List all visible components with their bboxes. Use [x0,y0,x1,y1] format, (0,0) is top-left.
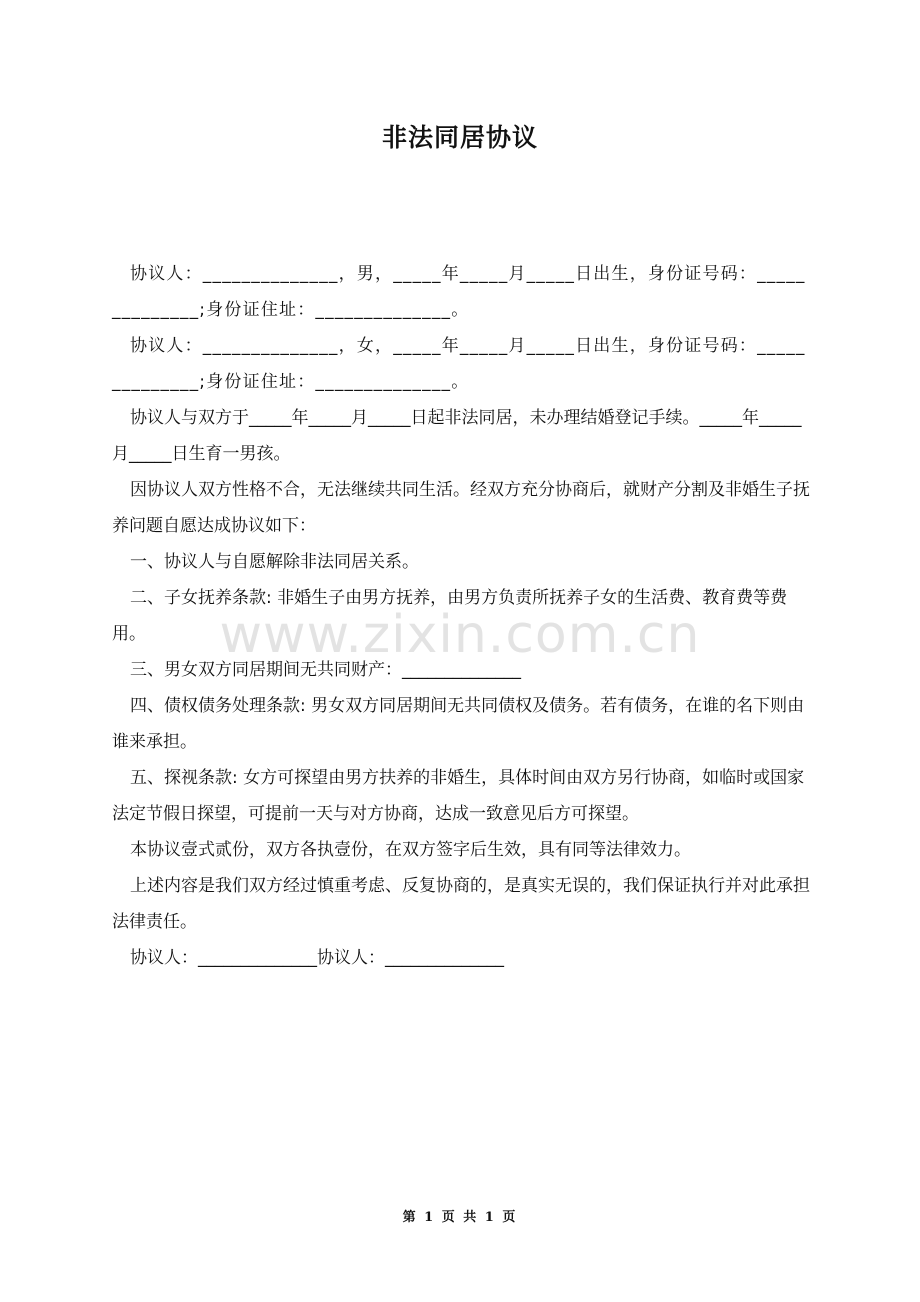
reason-paragraph: 因协议人双方性格不合，无法继续共同生活。经双方充分协商后，就财产分割及非婚生子抚养问题自愿达成协议如下： [112,480,810,536]
page-footer: 第 1 页 共 1 页 [402,1210,518,1225]
watermark: www.zixin.com.cn [219,605,701,665]
document-title: 非法同居协议 [381,123,538,152]
party-female-paragraph: 协议人：______________，女，_____年_____月_____日出生，身份证号码：______________;身份证住址：______________。 [112,336,806,392]
clause-3: 三、男女双方同居期间无共同财产：______________ [130,660,521,680]
clause-2: 二、子女抚养条款: 非婚生子由男方抚养，由男方负责所抚养子女的生活费、教育费等费用。 [112,588,788,644]
cohabitation-paragraph: 协议人与双方于_____年_____月_____日起非法同居，未办理结婚登记手续。_____年_____月_____日生育一男孩。 [112,408,802,464]
document-body [112,256,810,976]
copies-paragraph: 本协议壹式贰份，双方各执壹份，在双方签字后生效，具有同等法律效力。 [130,840,691,860]
party-male-paragraph: 协议人：______________，男，_____年_____月_____日出生，身份证号码：______________;身份证住址：______________。 [112,264,806,320]
declaration-paragraph: 上述内容是我们双方经过慎重考虑、反复协商的，是真实无误的，我们保证执行并对此承担法律责任。 [112,876,810,932]
clause-1: 一、协议人与自愿解除非法同居关系。 [130,552,419,572]
clause-4: 四、债权债务处理条款: 男女双方同居期间无共同债权及债务。若有债务，在谁的名下则由谁来承担。 [112,696,805,752]
clause-5: 五、探视条款: 女方可探望由男方扶养的非婚生，具体时间由双方另行协商，如临时或国家法定节假日探望，可提前一天与对方协商，达成一致意见后方可探望。 [112,768,805,824]
signature-line: 协议人：______________协议人：______________ [130,948,504,968]
